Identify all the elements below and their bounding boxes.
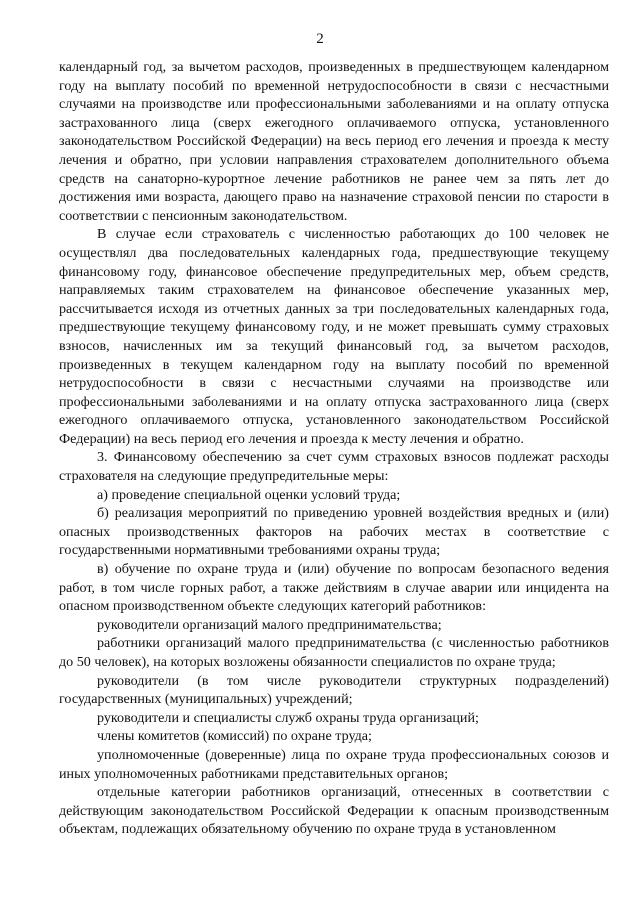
category-item: руководители организаций малого предпринимательства; bbox=[97, 616, 442, 633]
category-item: члены комитетов (комиссий) по охране труда; bbox=[97, 728, 372, 745]
page-number: 2 bbox=[316, 31, 324, 47]
category-item: отдельные категории работников организаций, отнесенных в соответствии с действующим законодательством Российской Федерации к опасным производственным объектам, подлежащих обязательному обучению по охране труда в установленном bbox=[59, 784, 609, 838]
category-item: уполномоченные (доверенные) лица по охране труда профессиональных союзов и иных уполномоченных работниками представительных органов; bbox=[59, 746, 609, 782]
category-item: работники организаций малого предпринимательства (с численностью работников до 50 человек), на которых возложены обязанности специалистов по охране труда; bbox=[59, 635, 609, 670]
paragraph-continuation: календарный год, за вычетом расходов, произведенных в предшествующем календарном году на выплату пособий по временной нетрудоспособности в связи с несчастными случаями на производстве или профессиональными заболеваниями и на оплату отпуска застрахованного лица (сверх ежегодного оплачиваемого отпуска, установленного законодательством Российской Федерации) на весь период его лечения и проезда к месту лечения и обратно, при условии направления страхователем дополнительного объема средств на санаторно-курортное лечение работников не ранее чем за пять лет до достижения ими возраста, дающего право на назначение страховой пенсии по старости в соответствии с пенсионным законодательством. bbox=[59, 59, 609, 224]
document-body bbox=[59, 58, 609, 839]
category-item: руководители и специалисты служб охраны труда организаций; bbox=[97, 709, 479, 726]
paragraph-small-employers: В случае если страхователь с численностью работающих до 100 человек не осуществлял два последовательных календарных года, предшествующие текущему финансовому году, финансовое обеспечение предупредительных мер, объем средств, направляемых таким страхователем на финансовое обеспечение указанных мер, рассчитывается исходя из отчетных данных за три последовательных календарных года, предшествующие текущему финансовому году, и не может превышать сумму страховых взносов, начисленных им за текущий финансовый год, за вычетом расходов, произведенных в текущем календарном году на выплату пособий по временной нетрудоспособности в связи с несчастными случаями на производстве или профессиональными заболеваниями и на оплату отпуска застрахованного лица (сверх ежегодного оплачиваемого отпуска, установленного законодательством Российской Федерации) на весь период его лечения и проезда к месту лечения и обратно. bbox=[59, 226, 609, 447]
category-item: руководители (в том числе руководители структурных подразделений) государственных (муниципальных) учреждений; bbox=[59, 672, 609, 708]
list-item-a: а) проведение специальной оценки условий труда; bbox=[97, 486, 401, 503]
paragraph-item-3: 3. Финансовому обеспечению за счет сумм страховых взносов подлежат расходы страхователя на следующие предупредительные меры: bbox=[59, 449, 609, 485]
list-item-v: в) обучение по охране труда и (или) обучение по вопросам безопасного ведения работ, в том числе горных работ, а также действиям в случае аварии или инцидента на опасном производственном объекте следующих категорий работников: bbox=[59, 561, 609, 615]
list-item-b: б) реализация мероприятий по приведению уровней воздействия вредных и (или) опасных производственных факторов на рабочих местах в соответствие с государственными нормативными требованиями охраны труда; bbox=[59, 505, 609, 559]
